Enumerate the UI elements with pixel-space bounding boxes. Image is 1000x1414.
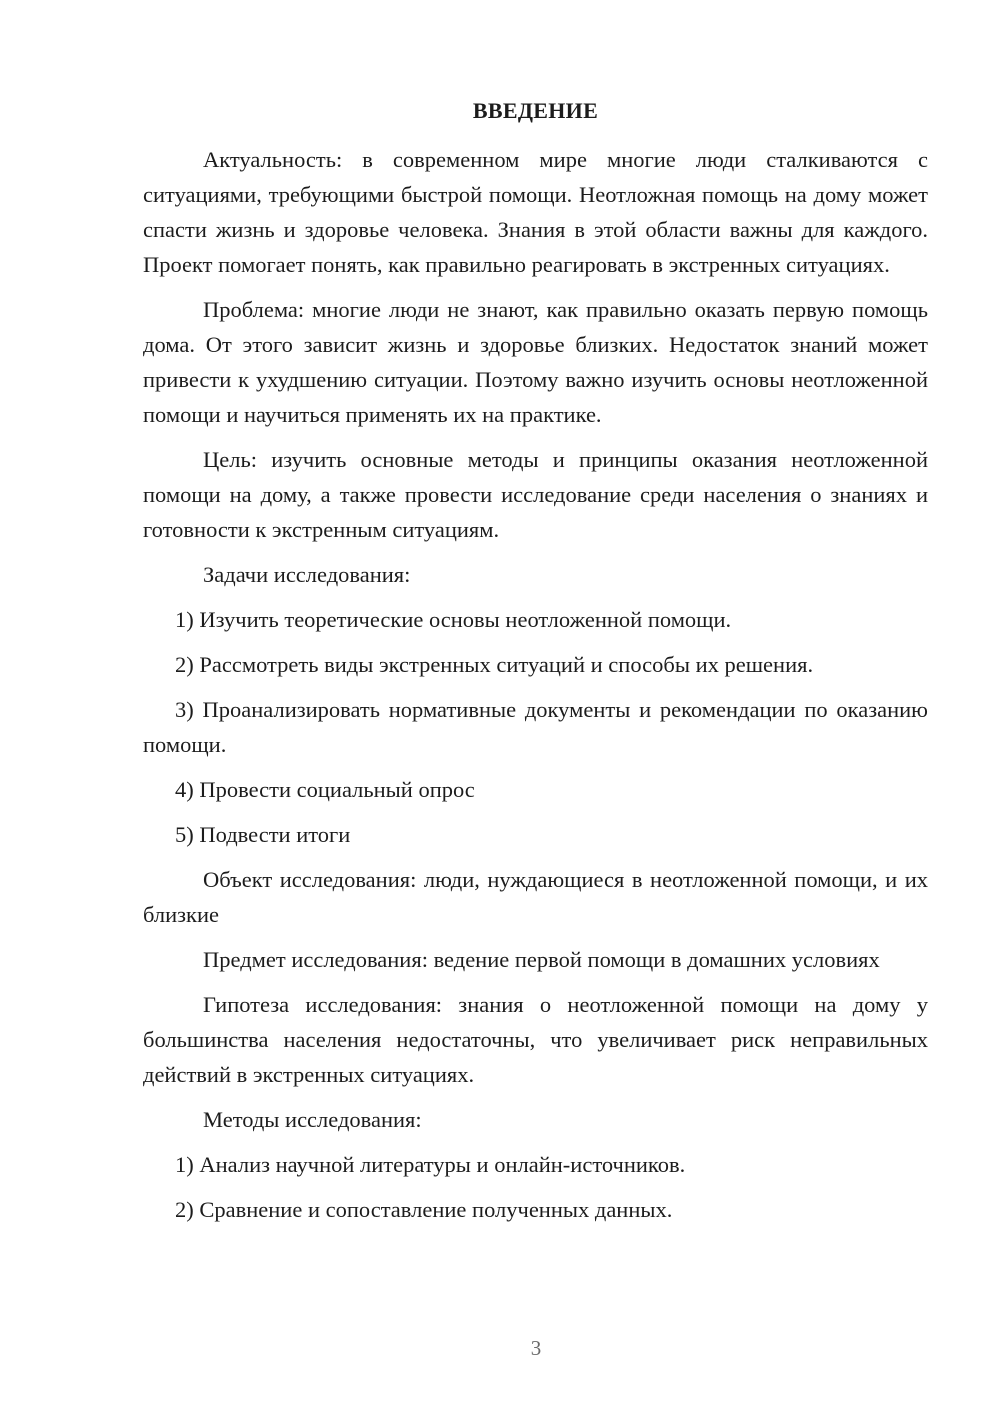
paragraph-relevance: Актуальность: в современном мире многие люди сталкиваются с ситуациями, требующими быстрой помощи. Неотложная помощь на дому может спасти жизнь и здоровье человека. Знания в этой области важны для каждого. Проект помогает понять, как правильно реагировать в экстренных ситуациях. xyxy=(143,147,928,277)
paragraph-tasks-heading: Задачи исследования: xyxy=(203,562,411,587)
page-number: 3 xyxy=(530,1336,542,1360)
paragraph-methods-heading: Методы исследования: xyxy=(203,1107,422,1132)
list-item: 5) Подвести итоги xyxy=(175,822,351,847)
list-item: 3) Проанализировать нормативные документы и рекомендации по оказанию помощи. xyxy=(143,697,928,757)
paragraph-problem: Проблема: многие люди не знают, как правильно оказать первую помощь дома. От этого зависит жизнь и здоровье близких. Недостаток знаний может привести к ухудшению ситуации. Поэтому важно изучить основы неотложенной помощи и научиться применять их на практике. xyxy=(143,297,928,427)
list-item: 1) Анализ научной литературы и онлайн-источников. xyxy=(175,1152,686,1177)
paragraph-object: Объект исследования: люди, нуждающиеся в неотложенной помощи, и их близкие xyxy=(143,867,928,927)
list-item: 4) Провести социальный опрос xyxy=(175,777,475,802)
paragraph-hypothesis: Гипотеза исследования: знания о неотложенной помощи на дому у большинства населения недостаточны, что увеличивает риск неправильных действий в экстренных ситуациях. xyxy=(143,992,928,1087)
paragraph-goal: Цель: изучить основные методы и принципы оказания неотложенной помощи на дому, а также провести исследование среди населения о знаниях и готовности к экстренным ситуациям. xyxy=(143,447,928,542)
page-title: ВВЕДЕНИЕ xyxy=(472,98,599,123)
list-item: 2) Рассмотреть виды экстренных ситуаций и способы их решения. xyxy=(175,652,814,677)
paragraph-subject: Предмет исследования: ведение первой помощи в домашних условиях xyxy=(203,947,880,972)
list-item: 2) Сравнение и сопоставление полученных данных. xyxy=(175,1197,673,1222)
list-item: 1) Изучить теоретические основы неотложенной помощи. xyxy=(175,607,732,632)
document-body xyxy=(143,142,928,1227)
